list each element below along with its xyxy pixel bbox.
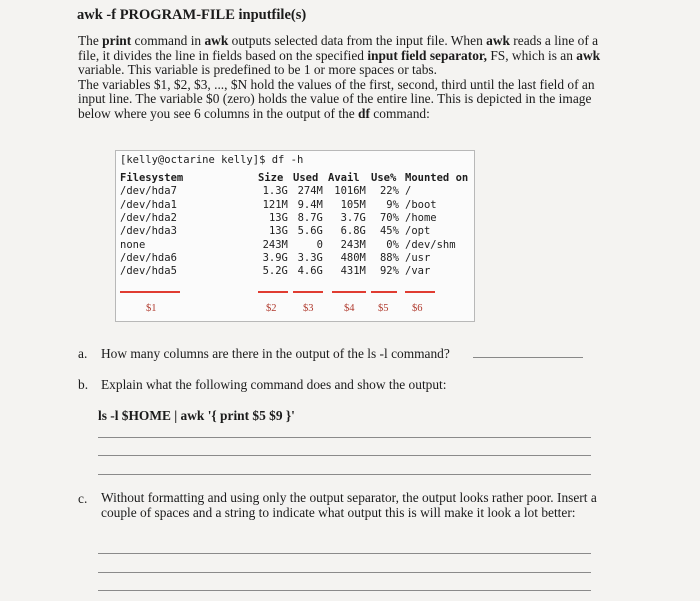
df-cell: 5.6G (297, 225, 323, 238)
df-cell: 243M (340, 238, 366, 251)
df-cell: 3.7G (340, 211, 366, 224)
df-cell: /usr (405, 251, 431, 264)
df-cell: 5.2G (262, 265, 288, 278)
answer-b-line-3[interactable] (98, 474, 591, 475)
answer-b-line-2[interactable] (98, 455, 591, 456)
df-cell: /dev/hda1 (120, 198, 177, 211)
question-b-command: ls -l $HOME | awk '{ print $5 $9 }' (98, 408, 295, 423)
df-cell: 480M (340, 251, 366, 264)
df-cell: / (405, 185, 412, 198)
df-cell: 92% (379, 265, 399, 278)
intro-paragraph-2: The variables $1, $2, $3, ..., $N hold the values of the first, second, third until the last field of an input line. The variable $0 (zero) holds the value of the entire line. This is depicted in the image below where you see 6 columns in the output of the df command: (78, 76, 595, 121)
question-c-text: Without formatting and using only the output separator, the output looks rather poor. Insert a couple of spaces and a string to indicate what output this is will make it look a lot better: (101, 490, 597, 520)
df-cell: 1016M (334, 185, 366, 198)
df-cell: 431M (340, 265, 366, 278)
df-cell: 121M (262, 198, 288, 211)
df-cell: /home (405, 211, 437, 224)
df-cell: 45% (379, 225, 399, 238)
column-underline (371, 291, 397, 293)
answer-c-line-1[interactable] (98, 553, 591, 554)
df-cell: /var (405, 265, 431, 278)
df-cell: 243M (262, 238, 288, 251)
df-cell: /opt (405, 225, 431, 238)
column-underline (332, 291, 366, 293)
column-field-label: $5 (378, 303, 389, 314)
df-cell: 8.7G (297, 211, 323, 224)
df-header-cell: Mounted on (405, 172, 469, 184)
answer-b-line-1[interactable] (98, 437, 591, 438)
question-c-letter: c. (78, 491, 88, 506)
column-underline (405, 291, 435, 293)
df-header-cell: Filesystem (120, 172, 184, 184)
df-cell: 0 (316, 238, 323, 251)
df-cell: /dev/shm (405, 238, 456, 251)
df-cell: /dev/hda5 (120, 265, 177, 278)
column-field-label: $3 (303, 303, 314, 314)
df-cell: 6.8G (340, 225, 366, 238)
column-underline (293, 291, 323, 293)
column-underline (120, 291, 180, 293)
df-header-cell: Avail (328, 172, 360, 184)
df-cell: none (120, 238, 146, 251)
df-cell: 22% (379, 185, 399, 198)
df-cell: 0% (386, 238, 399, 251)
column-underline (258, 291, 288, 293)
df-cell: /dev/hda6 (120, 251, 177, 264)
df-cell: 3.3G (297, 251, 323, 264)
df-cell: /dev/hda7 (120, 185, 177, 198)
question-a-letter: a. (78, 346, 88, 361)
answer-a-blank[interactable] (473, 357, 583, 358)
df-cell: 9.4M (297, 198, 323, 211)
page-title: awk -f PROGRAM-FILE inputfile(s) (77, 7, 307, 23)
question-b-letter: b. (78, 377, 89, 392)
intro-paragraph-1: The print command in awk outputs selected data from the input file. When awk reads a line of a file, it divides the line in fields based on the specified input field separator, FS, which is an awk variable. This variable is predefined to be 1 or more spaces or tabs. (78, 33, 601, 78)
column-field-label: $4 (344, 303, 355, 314)
df-header-cell: Use% (371, 172, 397, 184)
column-field-label: $1 (146, 303, 157, 314)
question-b-text: Explain what the following command does and show the output: (101, 377, 447, 392)
column-field-label: $6 (412, 303, 423, 314)
df-cell: 13G (268, 211, 288, 224)
intro-text (78, 34, 618, 122)
df-cell: 4.6G (297, 265, 323, 278)
df-cell: /dev/hda3 (120, 225, 177, 238)
question-a-text: How many columns are there in the output of the ls -l command? (101, 346, 450, 361)
df-cell: 70% (379, 211, 399, 224)
answer-c-line-3[interactable] (98, 590, 591, 591)
df-cell: 3.9G (262, 251, 288, 264)
df-cell: /dev/hda2 (120, 211, 177, 224)
answer-c-line-2[interactable] (98, 572, 591, 573)
df-header-cell: Used (293, 172, 319, 184)
df-cell: 105M (340, 198, 366, 211)
df-cell: 88% (379, 251, 399, 264)
df-cell: 9% (386, 198, 399, 211)
df-cell: 1.3G (262, 185, 288, 198)
df-output-screenshot (115, 150, 475, 322)
df-header-cell: Size (258, 172, 284, 184)
df-cell: 13G (268, 225, 288, 238)
df-cell: /boot (405, 198, 437, 211)
terminal-prompt: [kelly@octarine kelly]$ df -h (120, 154, 304, 166)
column-field-label: $2 (266, 303, 277, 314)
df-cell: 274M (297, 185, 323, 198)
